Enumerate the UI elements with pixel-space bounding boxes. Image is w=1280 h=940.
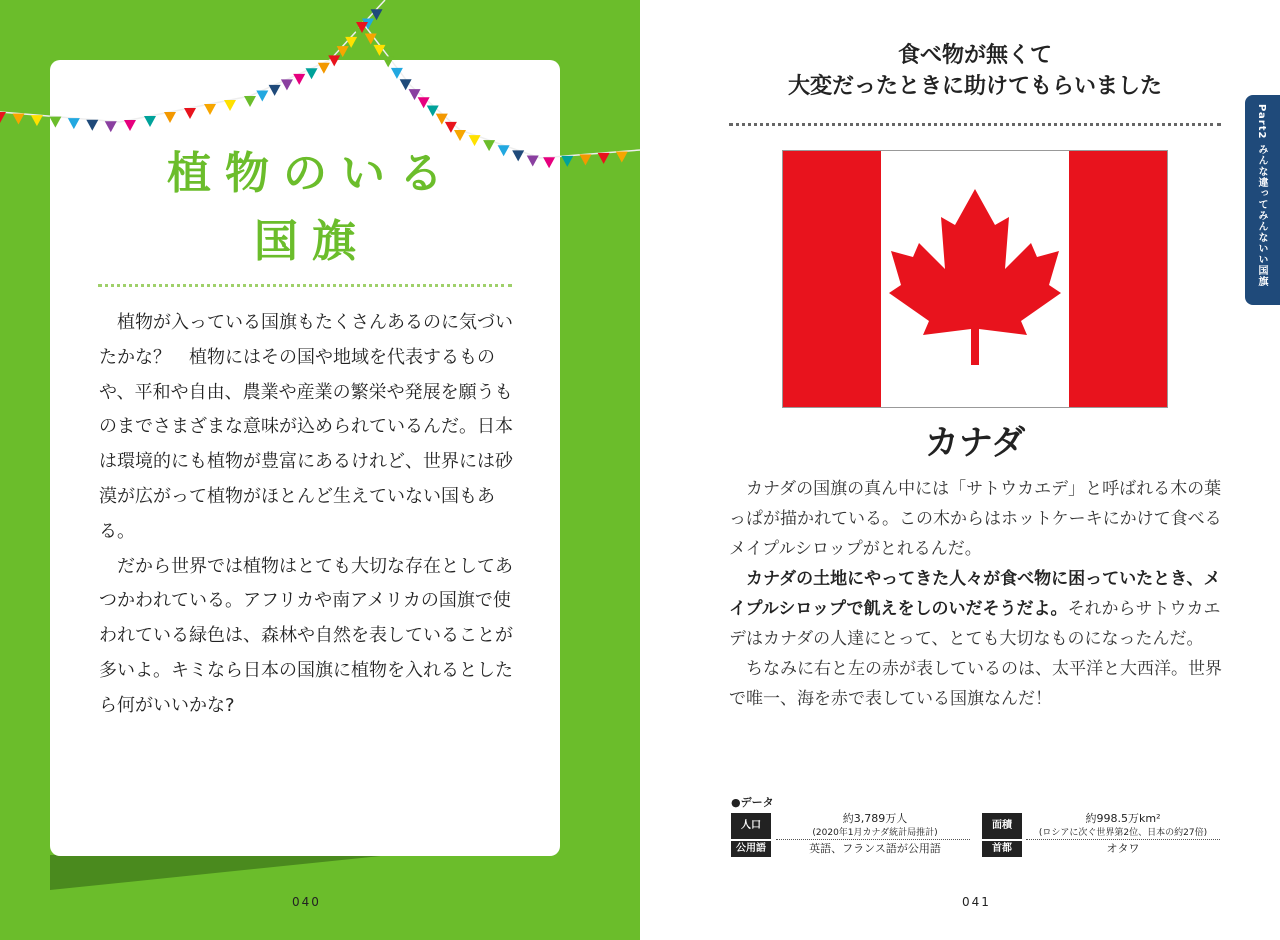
canada-flag bbox=[782, 150, 1168, 408]
data-dotline bbox=[776, 839, 970, 840]
pennant bbox=[144, 116, 156, 127]
area-label: 面積 bbox=[982, 813, 1022, 839]
pennant bbox=[318, 63, 330, 74]
pennant bbox=[86, 120, 98, 131]
pennant bbox=[256, 90, 268, 101]
title-line-2: 国旗 bbox=[254, 216, 370, 267]
pennant bbox=[31, 115, 43, 126]
pennant bbox=[616, 151, 628, 162]
right-paragraph-2-bold: カナダの土地にやってきた人々が食べ物に困っていたとき、メイプルシロップで飢えをしのいだそうだよ。 bbox=[729, 569, 1221, 619]
pennant bbox=[164, 112, 176, 123]
population-value bbox=[780, 812, 970, 840]
side-tab-label: Part2 みんな違ってみんないい国旗 bbox=[1256, 104, 1267, 287]
right-paragraph-1: カナダの国旗の真ん中には「サトウカエデ」と呼ばれる木の葉っぱが描かれている。この木からはホットケーキにかけて食べるメイプルシロップがとれるんだ。 bbox=[729, 479, 1222, 559]
population-note: (2020年1月カナダ統計局推計) bbox=[812, 828, 938, 838]
pennant bbox=[12, 114, 24, 125]
maple-leaf-icon bbox=[889, 189, 1061, 365]
data-dotline bbox=[1026, 839, 1220, 840]
title-line-1: 植物のいる bbox=[167, 148, 457, 199]
pennant bbox=[105, 121, 117, 132]
capital-value: オタワ bbox=[1106, 842, 1140, 855]
right-body-text bbox=[729, 474, 1223, 714]
page-title bbox=[50, 140, 560, 276]
country-name: カナダ bbox=[924, 423, 1026, 463]
pennant bbox=[244, 96, 256, 107]
pennant bbox=[281, 79, 293, 90]
area-value bbox=[1026, 812, 1220, 840]
pennant bbox=[269, 85, 281, 96]
pennant bbox=[224, 100, 236, 111]
left-body-text bbox=[99, 306, 524, 724]
dotted-divider bbox=[98, 284, 512, 287]
pennant bbox=[598, 153, 610, 164]
pennant bbox=[0, 112, 6, 123]
pennant bbox=[68, 118, 80, 129]
capital-label: 首都 bbox=[982, 841, 1022, 857]
pennant bbox=[49, 117, 61, 128]
right-paragraph-2-rest: それからサトウカエデはカナダの人達にとって、とても大切なものになったんだ。 bbox=[729, 599, 1221, 649]
left-paragraph-1: 植物が入っている国旗もたくさんあるのに気づいたかな？ 植物にはその国や地域を代表するものや、平和や自由、農業や産業の繁栄や発展を願うものまでさまざまな意味が込められているんだ。日本は環境的にも植物が豊富にあるけれど、世界には砂漠が広がって植物がほとんど生えていない国もある。 bbox=[99, 312, 513, 542]
population-label: 人口 bbox=[731, 813, 771, 839]
dotted-divider-right bbox=[729, 123, 1221, 126]
language-value: 英語、フランス語が公用語 bbox=[809, 842, 941, 855]
left-paragraph-2: だから世界では植物はとても大切な存在としてあつかわれている。アフリカや南アメリカの国旗で使われている緑色は、森林や自然を表していることが多いよ。キミなら日本の国旗に植物を入れるとしたら何がいいかな? bbox=[99, 555, 513, 716]
page-number-right: 041 bbox=[962, 895, 991, 909]
population-number: 約3,789万人 bbox=[842, 812, 908, 825]
pennant bbox=[204, 104, 216, 115]
right-heading bbox=[729, 40, 1221, 102]
pennant bbox=[579, 154, 591, 165]
pennant bbox=[561, 156, 573, 167]
right-paragraph-2 bbox=[729, 564, 1223, 654]
flag-left-band bbox=[783, 151, 881, 407]
pennant bbox=[328, 55, 340, 66]
pennant bbox=[124, 120, 136, 131]
heading-line-1: 食べ物が無くて bbox=[897, 43, 1052, 68]
card-shadow bbox=[50, 855, 390, 890]
canada-flag-graphic bbox=[783, 151, 1167, 407]
language-label: 公用語 bbox=[731, 841, 771, 857]
area-number: 約998.5万km² bbox=[1085, 812, 1161, 825]
flag-right-band bbox=[1069, 151, 1167, 407]
pennant bbox=[184, 108, 196, 119]
pennant bbox=[306, 68, 318, 79]
page-number-left: 040 bbox=[292, 895, 321, 909]
heading-line-2: 大変だったときに助けてもらいました bbox=[787, 74, 1162, 99]
area-note: (ロシアに次ぐ世界第2位、日本の約27倍) bbox=[1038, 828, 1208, 838]
pennant bbox=[293, 74, 305, 85]
data-header: ●データ bbox=[731, 796, 774, 809]
right-paragraph-3: ちなみに右と左の赤が表しているのは、太平洋と大西洋。世界で唯一、海を赤で表している国旗なんだ！ bbox=[729, 659, 1222, 709]
